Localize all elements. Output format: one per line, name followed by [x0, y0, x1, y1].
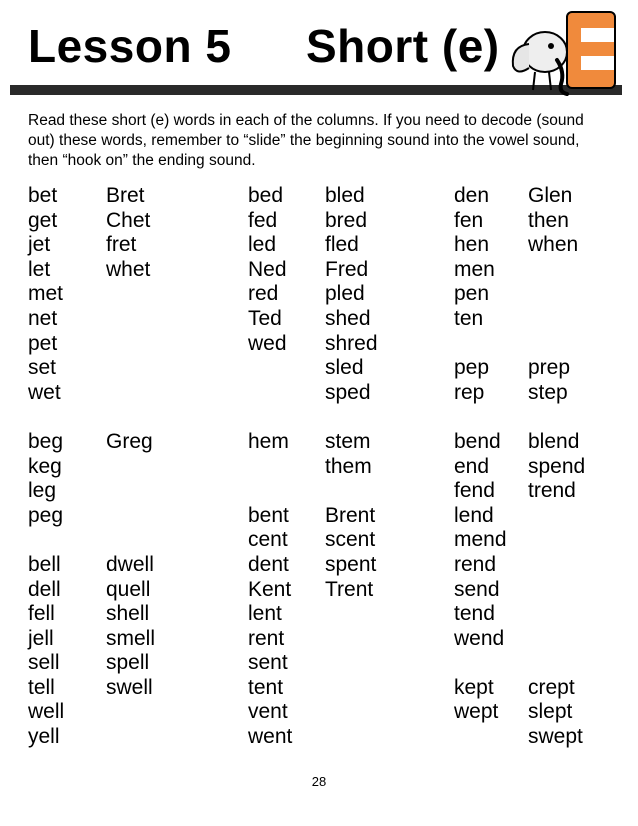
word-item — [106, 528, 155, 553]
word-item — [528, 602, 585, 627]
word-column-3 — [248, 184, 292, 750]
word-item: Glen — [528, 184, 573, 207]
word-item: fell — [28, 602, 55, 626]
word-item: wed — [248, 331, 287, 355]
word-column-2 — [106, 184, 155, 750]
word-item: red — [248, 282, 279, 306]
word-item — [325, 676, 378, 701]
word-item: bend — [454, 429, 501, 453]
word-item: prep — [528, 356, 571, 380]
word-item — [528, 332, 585, 357]
word-item — [106, 700, 155, 725]
word-item: leg — [28, 479, 57, 503]
word-item: swept — [528, 725, 583, 749]
word-item — [528, 627, 585, 652]
word-item: Greg — [106, 429, 153, 453]
word-item — [528, 504, 585, 529]
instructions-paragraph: Read these short (e) words in each of the columns. If you need to decode (sound out) these words, remember to “slide” the beginning sound into the vowel sound, then “hook on” the ending sound. — [28, 112, 584, 169]
word-item — [528, 307, 585, 332]
word-item: set — [28, 356, 57, 380]
word-item: met — [28, 282, 64, 306]
word-item: jell — [28, 626, 54, 650]
word-item: mend — [454, 528, 507, 552]
word-item: net — [28, 306, 58, 330]
word-item: Kent — [248, 577, 292, 601]
word-item — [325, 651, 378, 676]
word-item: quell — [106, 577, 151, 601]
word-item: step — [528, 380, 568, 404]
word-item: fend — [454, 479, 495, 503]
word-item: Trent — [325, 577, 374, 601]
word-item: let — [28, 257, 51, 281]
word-item: jet — [28, 233, 51, 257]
lesson-title: Lesson 5 — [28, 20, 232, 72]
word-item: bent — [248, 503, 289, 527]
word-item — [248, 356, 292, 381]
word-column-5 — [454, 184, 507, 750]
word-item — [106, 381, 155, 406]
word-item — [106, 307, 155, 332]
word-item: went — [248, 725, 293, 749]
word-item: rep — [454, 380, 485, 404]
word-item — [248, 405, 292, 430]
word-item: stem — [325, 429, 371, 453]
word-item: bled — [325, 184, 365, 207]
word-item: pep — [454, 356, 490, 380]
word-item — [454, 651, 507, 676]
page-number: 28 — [311, 774, 327, 789]
word-item — [528, 258, 585, 283]
word-item: trend — [528, 479, 576, 503]
word-item — [528, 578, 585, 603]
word-item — [248, 455, 292, 480]
word-item — [106, 455, 155, 480]
word-item: spell — [106, 651, 150, 675]
word-item: shred — [325, 331, 378, 355]
word-item: beg — [28, 429, 64, 453]
word-item: ten — [454, 306, 484, 330]
elephant-letter-e-logo-icon — [505, 10, 623, 100]
word-item: rend — [454, 552, 497, 576]
word-item: sent — [248, 651, 288, 675]
word-item: pled — [325, 282, 365, 306]
word-item: fen — [454, 208, 484, 232]
word-item: hen — [454, 233, 490, 257]
word-item: spent — [325, 552, 377, 576]
word-item: Brent — [325, 503, 376, 527]
word-item: pen — [454, 282, 490, 306]
word-item: rent — [248, 626, 285, 650]
word-item: dell — [28, 577, 61, 601]
word-item — [106, 725, 155, 750]
word-item — [106, 504, 155, 529]
word-item: wept — [454, 700, 499, 724]
word-item: fled — [325, 233, 359, 257]
word-item: bed — [248, 184, 284, 207]
lesson-topic: Short (e) — [306, 20, 500, 72]
word-item: Ted — [248, 306, 282, 330]
word-item: men — [454, 257, 495, 281]
word-item: when — [528, 233, 579, 257]
word-item: keg — [28, 454, 62, 478]
word-item: Bret — [106, 184, 145, 207]
word-item: crept — [528, 675, 575, 699]
word-item: get — [28, 208, 58, 232]
word-item: yell — [28, 725, 60, 749]
word-item — [325, 725, 378, 750]
word-item — [28, 528, 64, 553]
word-item: vent — [248, 700, 288, 724]
word-item — [28, 405, 64, 430]
word-item: send — [454, 577, 500, 601]
word-item — [325, 602, 378, 627]
word-column-1 — [28, 184, 64, 750]
word-item: dent — [248, 552, 289, 576]
word-item: bell — [28, 552, 61, 576]
word-item — [248, 479, 292, 504]
word-item: Ned — [248, 257, 287, 281]
word-item: sled — [325, 356, 364, 380]
word-item: kept — [454, 675, 494, 699]
word-column-4 — [325, 184, 378, 750]
word-item — [454, 725, 507, 750]
word-item: blend — [528, 429, 580, 453]
word-item: wend — [454, 626, 505, 650]
word-item: shell — [106, 602, 150, 626]
word-item: fret — [106, 233, 137, 257]
word-item — [106, 479, 155, 504]
word-item: then — [528, 208, 569, 232]
word-item: peg — [28, 503, 64, 527]
word-item: fed — [248, 208, 278, 232]
word-item: bet — [28, 184, 58, 207]
lesson-header — [0, 0, 638, 100]
word-item: swell — [106, 675, 153, 699]
word-item — [106, 282, 155, 307]
word-item — [325, 700, 378, 725]
word-item: spend — [528, 454, 586, 478]
word-item — [106, 356, 155, 381]
word-item: whet — [106, 257, 151, 281]
word-item — [106, 332, 155, 357]
word-column-6 — [528, 184, 585, 750]
word-item: them — [325, 454, 372, 478]
word-item — [454, 332, 507, 357]
word-item: tell — [28, 675, 55, 699]
word-item: tend — [454, 602, 495, 626]
word-item: pet — [28, 331, 58, 355]
word-item — [528, 528, 585, 553]
word-item: slept — [528, 700, 573, 724]
word-item: well — [28, 700, 65, 724]
word-item: scent — [325, 528, 376, 552]
word-item — [325, 479, 378, 504]
word-item: Chet — [106, 208, 151, 232]
word-item — [248, 381, 292, 406]
word-item — [528, 282, 585, 307]
word-item: end — [454, 454, 490, 478]
word-item: smell — [106, 626, 156, 650]
word-item: dwell — [106, 552, 154, 576]
word-item: lent — [248, 602, 282, 626]
word-item — [528, 405, 585, 430]
word-item — [528, 651, 585, 676]
word-item: sped — [325, 380, 371, 404]
word-item — [454, 405, 507, 430]
word-item: lend — [454, 503, 494, 527]
word-item: sell — [28, 651, 60, 675]
word-item: den — [454, 184, 490, 207]
word-item — [528, 553, 585, 578]
word-item — [106, 405, 155, 430]
word-item: bred — [325, 208, 368, 232]
word-item: shed — [325, 306, 371, 330]
word-item: tent — [248, 675, 284, 699]
word-item — [325, 627, 378, 652]
word-item: Fred — [325, 257, 369, 281]
word-item: led — [248, 233, 277, 257]
word-item: hem — [248, 429, 289, 453]
word-item: wet — [28, 380, 61, 404]
word-item: cent — [248, 528, 288, 552]
word-item — [325, 405, 378, 430]
